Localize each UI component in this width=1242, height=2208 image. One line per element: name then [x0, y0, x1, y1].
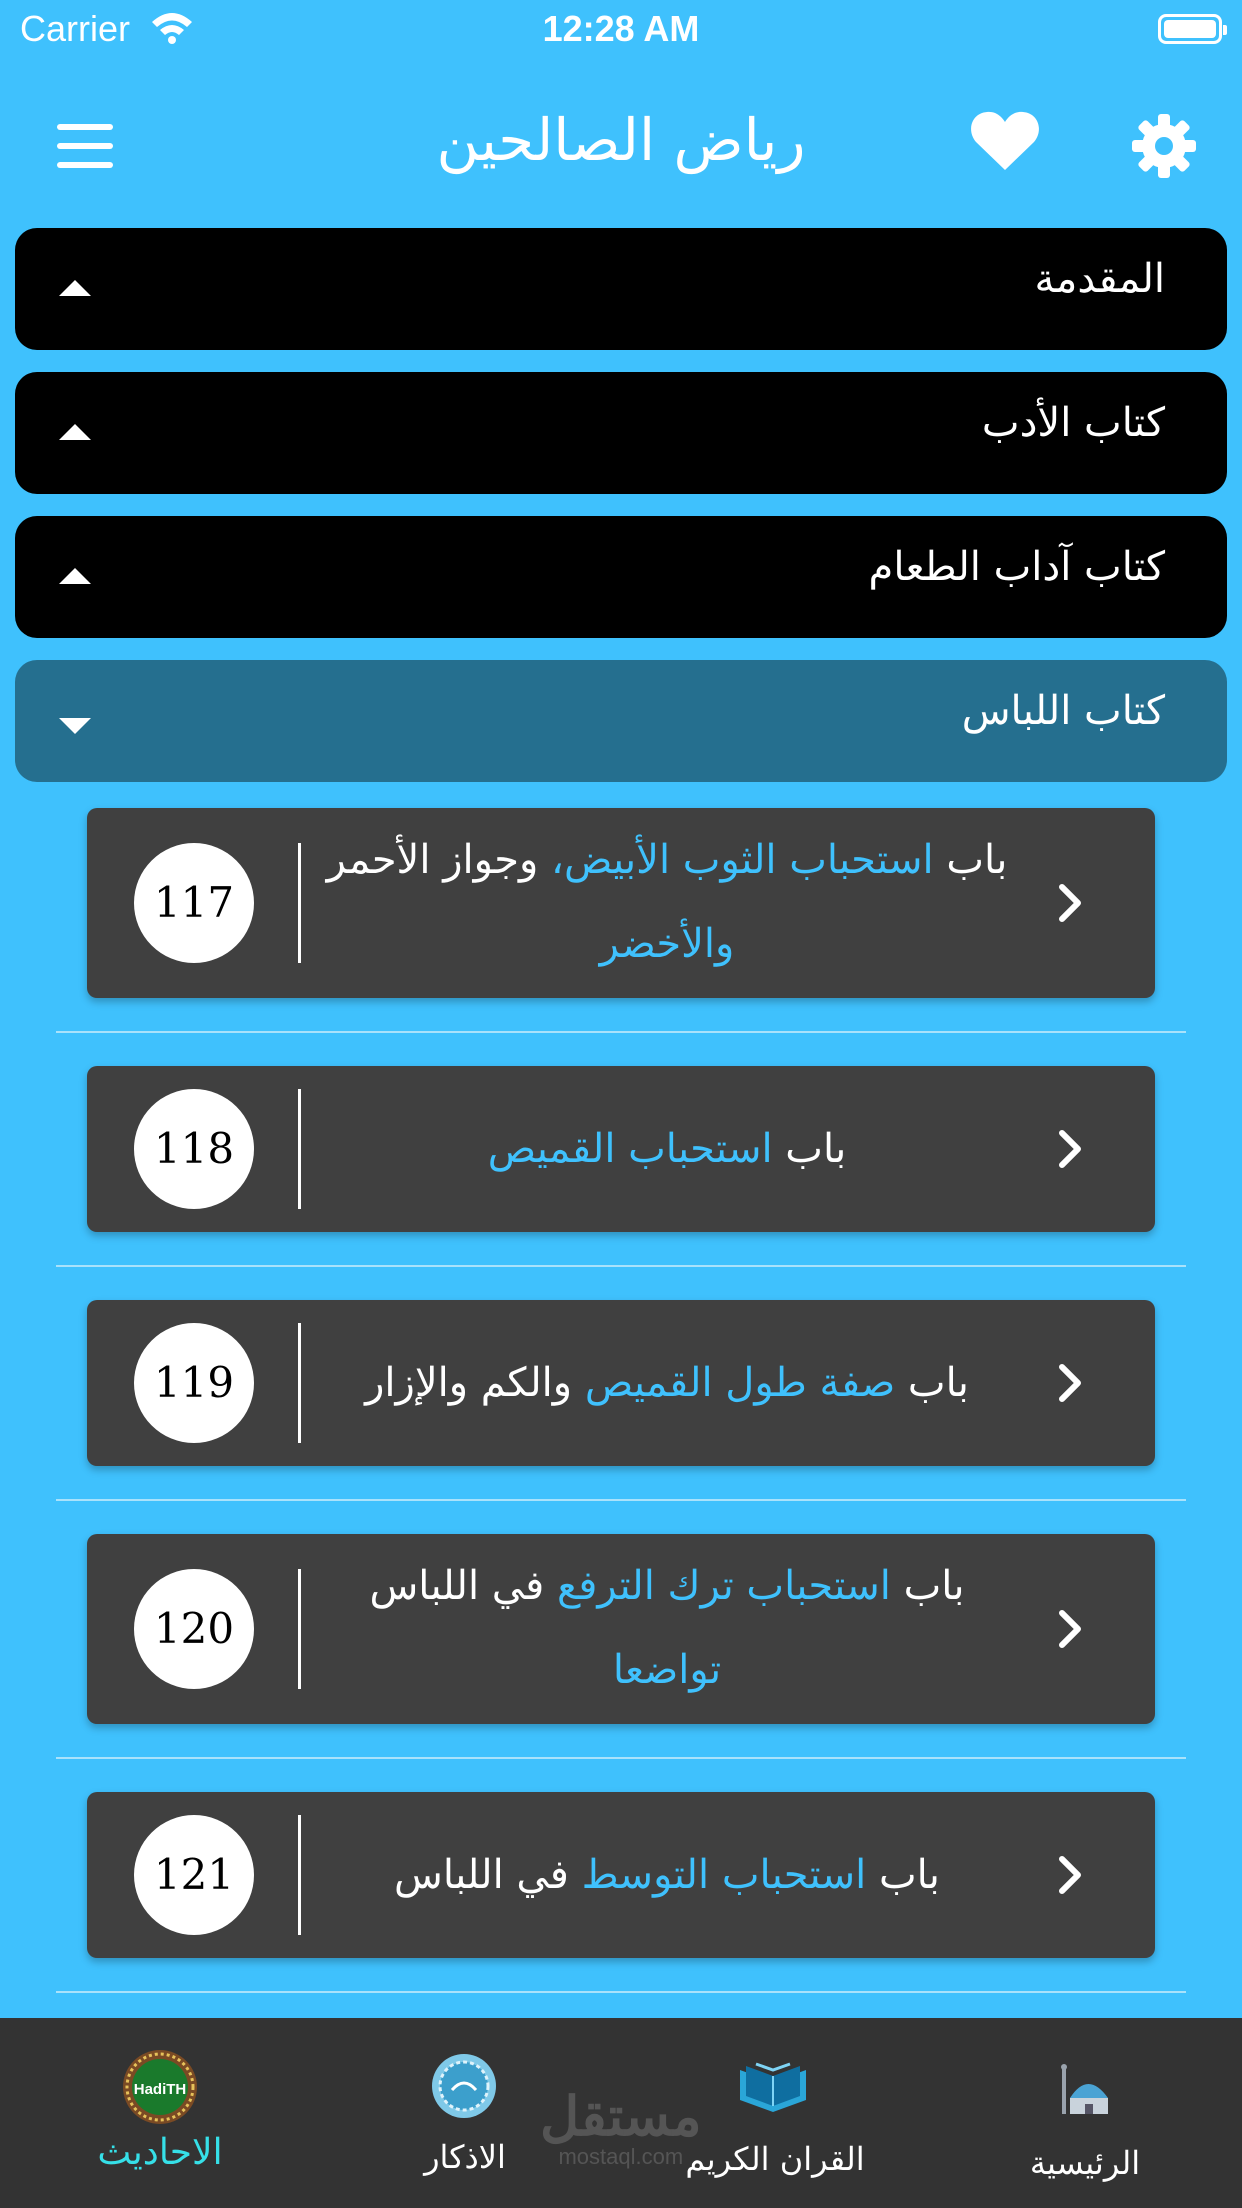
tab-label: الاذكار: [424, 2138, 506, 2176]
chapter-card-120[interactable]: [87, 1534, 1155, 1724]
card-divider: [298, 1089, 301, 1209]
chapter-number-badge: 121: [134, 1815, 254, 1935]
collapse-arrow-icon: [59, 568, 91, 584]
card-divider: [298, 843, 301, 963]
section-header-food-manners[interactable]: [15, 516, 1227, 638]
watermark-logo-text: مستقل: [540, 2087, 702, 2147]
section-title: كتاب الأدب: [981, 400, 1165, 446]
list-separator: [56, 1991, 1186, 1993]
hadith-badge-icon: [121, 2048, 199, 2126]
status-time: 12:28 AM: [542, 8, 700, 49]
card-divider: [298, 1569, 301, 1689]
tab-label: الرئيسية: [1029, 2144, 1141, 2182]
tab-label: القران الكريم: [685, 2140, 865, 2178]
chapter-title: باب استحباب ترك الترفع في اللباس تواضعا: [369, 1563, 965, 1693]
chapter-card-121[interactable]: [87, 1792, 1155, 1958]
chapter-title: باب استحباب التوسط في اللباس: [394, 1852, 940, 1898]
card-divider: [298, 1323, 301, 1443]
tab-home[interactable]: [930, 2018, 1240, 2208]
chapter-number-badge: 118: [134, 1089, 254, 1209]
chevron-right-icon: [1057, 883, 1083, 923]
nav-bar: [0, 62, 1242, 227]
chapter-title: باب استحباب القميص: [487, 1126, 847, 1172]
chevron-right-icon: [1057, 1129, 1083, 1169]
list-separator: [56, 1757, 1186, 1759]
chapter-number-badge: 120: [134, 1569, 254, 1689]
mosque-icon: [1058, 2062, 1112, 2118]
watermark-url: mostaql.com: [558, 2144, 684, 2169]
section-title: كتاب آداب الطعام: [868, 544, 1165, 590]
watermark: [540, 2087, 702, 2170]
carrier-label: Carrier: [20, 8, 131, 49]
quran-book-icon: [736, 2060, 810, 2114]
chapter-number-badge: 117: [134, 843, 254, 963]
tab-hadith[interactable]: [5, 2018, 315, 2208]
list-separator: [56, 1031, 1186, 1033]
list-separator: [56, 1499, 1186, 1501]
chapter-card-117[interactable]: [87, 808, 1155, 998]
page-title: رياض الصالحين: [436, 106, 806, 174]
card-divider: [298, 1815, 301, 1935]
favorites-heart-icon[interactable]: [970, 110, 1040, 172]
chapter-number-badge: 119: [134, 1323, 254, 1443]
chapter-title: باب صفة طول القميص والكم والإزار: [365, 1360, 969, 1406]
section-header-introduction[interactable]: [15, 228, 1227, 350]
list-separator: [56, 1265, 1186, 1267]
status-bar: [0, 0, 1242, 62]
expand-arrow-icon: [59, 718, 91, 734]
chevron-right-icon: [1057, 1855, 1083, 1895]
svg-text:HadiTH: HadiTH: [133, 2081, 187, 2098]
settings-gear-icon[interactable]: [1132, 114, 1196, 178]
chapter-title: باب استحباب الثوب الأبيض، وجواز الأحمر والأخضر: [326, 837, 1008, 967]
collapse-arrow-icon: [59, 424, 91, 440]
section-header-clothing[interactable]: [15, 660, 1227, 782]
adhkar-medallion-icon: [430, 2052, 498, 2120]
chapter-card-118[interactable]: [87, 1066, 1155, 1232]
battery-icon: [1158, 14, 1222, 44]
chevron-right-icon: [1057, 1609, 1083, 1649]
tab-label: الاحاديث: [97, 2132, 223, 2173]
section-title: كتاب اللباس: [961, 688, 1165, 734]
section-title: المقدمة: [1034, 256, 1165, 302]
chapter-card-119[interactable]: [87, 1300, 1155, 1466]
chevron-right-icon: [1057, 1363, 1083, 1403]
section-header-manners[interactable]: [15, 372, 1227, 494]
collapse-arrow-icon: [59, 280, 91, 296]
